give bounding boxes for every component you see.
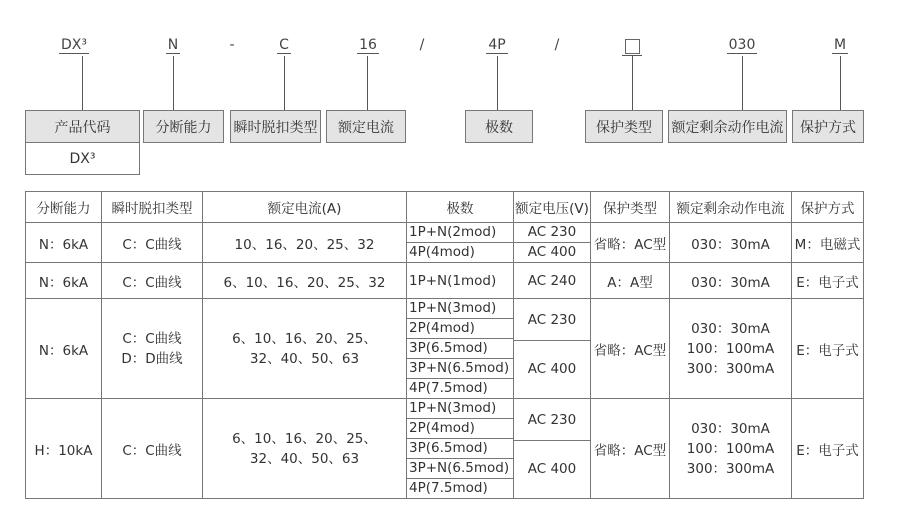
voltage-cell	[514, 299, 591, 399]
table-row	[26, 399, 864, 499]
connector-line	[840, 56, 841, 110]
protection-cell: 省略：AC型	[591, 399, 670, 499]
residual-cell	[670, 399, 792, 499]
residual-line: 030：30mA	[691, 320, 770, 337]
residual-line: 030：30mA	[691, 420, 770, 437]
pole-option: 2P(4mod)	[407, 419, 513, 439]
header-cell: 保护类型	[591, 192, 670, 223]
capacity-cell: N：6kA	[26, 299, 102, 399]
pole-option: 4P(7.5mod)	[409, 480, 488, 496]
connector-line	[632, 56, 633, 110]
voltage-option: AC 400	[527, 460, 577, 477]
current-line: 32、40、50、63	[249, 350, 360, 367]
label-product-code: 产品代码	[25, 110, 140, 143]
pole-option: 3P+N(6.5mod)	[407, 359, 513, 379]
pole-option: 1P+N(2mod)	[407, 223, 513, 243]
poles-cell: 1P+N(1mod)	[407, 263, 514, 299]
code-dx3: DX³	[61, 37, 87, 53]
protection-cell: A：A型	[591, 263, 670, 299]
voltage-cell	[514, 399, 591, 499]
voltage-cell: AC 240	[514, 263, 591, 299]
voltage-cell	[514, 223, 591, 263]
code-blank-square	[625, 39, 640, 54]
code-dash: -	[229, 37, 235, 53]
table-header-row	[26, 192, 864, 223]
trip-line: D：D曲线	[121, 350, 183, 367]
connector-line	[82, 56, 83, 110]
capacity-cell: N：6kA	[26, 223, 102, 263]
poles-cell	[407, 223, 514, 263]
residual-cell	[670, 299, 792, 399]
current-line: 32、40、50、63	[249, 450, 360, 467]
pole-option: 3P(6.5mod)	[407, 439, 513, 459]
code-n: N	[167, 37, 179, 53]
mode-cell: E：电子式	[792, 263, 864, 299]
label-trip-type: 瞬时脱扣类型	[230, 110, 321, 143]
residual-line: 300：300mA	[686, 360, 775, 377]
mode-cell: E：电子式	[792, 299, 864, 399]
trip-cell	[102, 299, 203, 399]
code-4p: 4P	[488, 37, 506, 53]
header-cell: 额定剩余动作电流	[670, 192, 792, 223]
connector-line	[173, 56, 174, 110]
pole-option: 3P(6.5mod)	[407, 339, 513, 359]
pole-option: 4P(7.5mod)	[409, 380, 488, 396]
label-protection-type: 保护类型	[585, 110, 663, 143]
table-row	[26, 299, 864, 399]
protection-cell: 省略：AC型	[591, 223, 670, 263]
voltage-option: AC 230	[514, 401, 590, 441]
trip-cell: C：C曲线	[102, 399, 203, 499]
header-cell: 额定电压(V)	[514, 192, 591, 223]
code-030: 030	[728, 37, 756, 53]
mode-cell: E：电子式	[792, 399, 864, 499]
spec-table	[25, 191, 864, 499]
connector-line	[284, 56, 285, 110]
mode-cell: M：电磁式	[792, 223, 864, 263]
poles-cell	[407, 299, 514, 399]
header-cell: 瞬时脱扣类型	[102, 192, 203, 223]
label-breaking-capacity: 分断能力	[143, 110, 224, 143]
code-c: C	[279, 37, 289, 53]
residual-cell: 030：30mA	[670, 263, 792, 299]
code-16: 16	[359, 37, 377, 53]
header-cell: 极数	[407, 192, 514, 223]
voltage-option: AC 230	[514, 223, 590, 243]
residual-line: 300：300mA	[686, 460, 775, 477]
protection-cell: 省略：AC型	[591, 299, 670, 399]
capacity-cell: N：6kA	[26, 263, 102, 299]
pole-option: 1P+N(3mod)	[407, 399, 513, 419]
voltage-option: AC 230	[514, 301, 590, 341]
table-row	[26, 223, 864, 263]
current-cell: 6、10、16、20、25、32	[203, 263, 407, 299]
code-slash-2: /	[554, 37, 560, 53]
header-cell: 分断能力	[26, 192, 102, 223]
residual-line: 100：100mA	[686, 440, 775, 457]
current-line: 6、10、16、20、25、	[232, 330, 377, 347]
table-row	[26, 263, 864, 299]
voltage-option: AC 400	[527, 360, 577, 377]
current-cell	[203, 299, 407, 399]
product-code-value: DX³	[25, 142, 140, 175]
connector-line	[742, 56, 743, 110]
header-cell: 额定电流(A)	[203, 192, 407, 223]
pole-option: 3P+N(6.5mod)	[407, 459, 513, 479]
header-cell: 保护方式	[792, 192, 864, 223]
pole-option: 4P(4mod)	[409, 244, 475, 260]
current-cell	[203, 399, 407, 499]
connector-line	[367, 56, 368, 110]
label-rated-current: 额定电流	[326, 110, 406, 143]
residual-cell: 030：30mA	[670, 223, 792, 263]
connector-line	[497, 56, 498, 110]
residual-line: 100：100mA	[686, 340, 775, 357]
code-m: M	[833, 37, 847, 53]
label-protection-mode: 保护方式	[792, 110, 864, 143]
label-poles: 极数	[465, 110, 533, 143]
trip-cell: C：C曲线	[102, 223, 203, 263]
pole-option: 1P+N(3mod)	[407, 299, 513, 319]
voltage-option: AC 400	[527, 244, 577, 260]
trip-line: C：C曲线	[122, 330, 182, 347]
pole-option: 2P(4mod)	[407, 319, 513, 339]
current-cell: 10、16、20、25、32	[203, 223, 407, 263]
label-residual-current: 额定剩余动作电流	[668, 110, 787, 143]
code-slash-1: /	[419, 37, 425, 53]
trip-cell: C：C曲线	[102, 263, 203, 299]
current-line: 6、10、16、20、25、	[232, 430, 377, 447]
capacity-cell: H：10kA	[26, 399, 102, 499]
poles-cell	[407, 399, 514, 499]
